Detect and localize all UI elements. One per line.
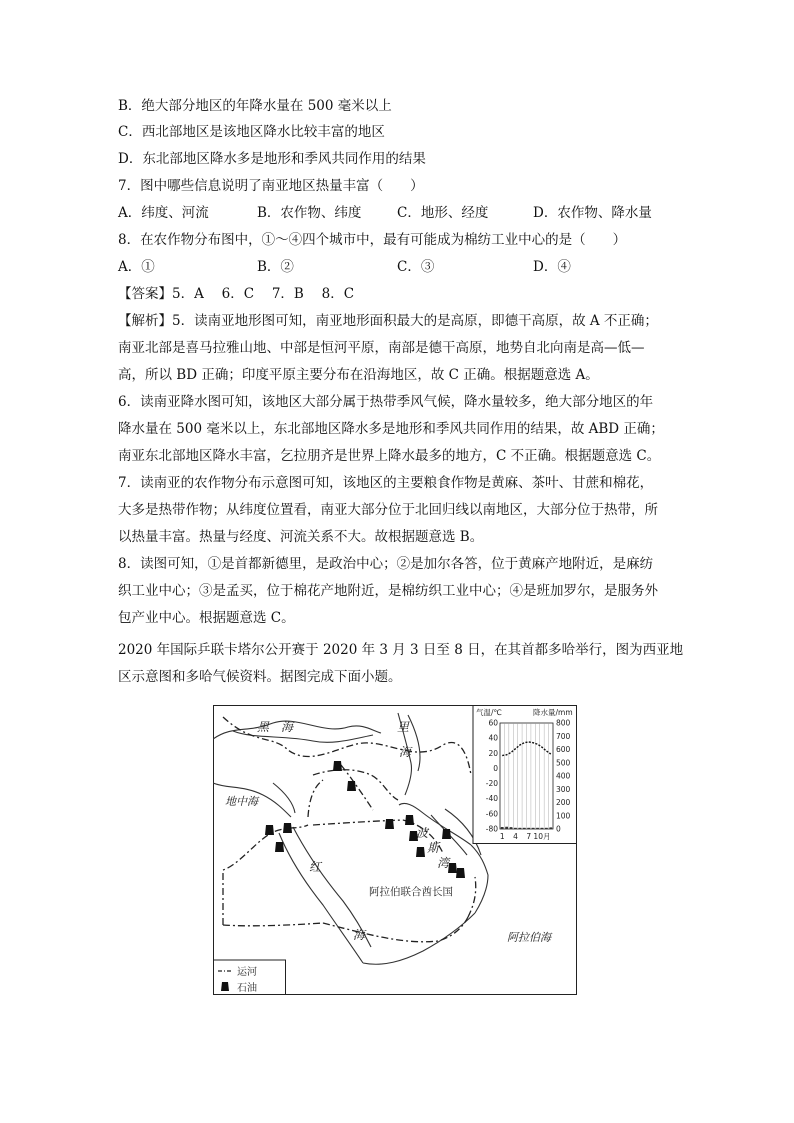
- precip-axis-label: 降水量/mm: [533, 708, 573, 717]
- temp-tick-label: 60: [488, 718, 498, 728]
- mediterranean-label: 地中海: [225, 795, 258, 808]
- legend-oil-label: 石油: [237, 983, 257, 994]
- option-7a: A．纬度、河流: [118, 205, 209, 221]
- oil-icon: [221, 982, 229, 991]
- arabian-sea-label: 阿拉伯海: [507, 931, 551, 944]
- analysis-line: 降水量在 500 毫米以上，东北部地区降水多是地形和季风共同作用的结果，故 ABD 正确；: [118, 421, 664, 437]
- oil-icon: [275, 842, 284, 852]
- legend: [214, 960, 286, 995]
- precip-tick-label: 100: [556, 811, 571, 821]
- red-sea-label-2: 海: [353, 928, 366, 942]
- precip-bar: [518, 828, 521, 829]
- analysis-line: 【解析】5．读南亚地形图可知，南亚地形面积最大的是高原，即德干高原，故 A 不正确；: [118, 313, 658, 329]
- red-sea-label-1: 红: [309, 860, 322, 874]
- analysis-line: 南亚东北部地区降水丰富，乞拉朋齐是世界上降水最多的地方，C 不正确。根据题意选 C。: [118, 448, 661, 464]
- temp-axis-label: 气温/℃: [476, 708, 502, 717]
- precip-bar: [527, 828, 530, 829]
- precip-bar: [501, 827, 504, 829]
- option-8c: C．③: [397, 259, 435, 275]
- precip-tick-label: 0: [556, 824, 561, 834]
- month-tick-label: 7: [526, 832, 532, 841]
- analysis-line: 6．读南亚降水图可知，该地区大部分属于热带季风气候，降水量较多，绝大部分地区的年: [118, 394, 654, 410]
- option-6c: C．西北部地区是该地区降水比较丰富的地区: [118, 124, 385, 140]
- temp-tick-label: -40: [485, 794, 498, 804]
- precip-bar: [523, 828, 526, 829]
- analysis-line: 8．读图可知，①是首都新德里，是政治中心；②是加尔各答，位于黄麻产地附近，是麻纺: [118, 556, 654, 572]
- precip-tick-label: 800: [556, 718, 571, 728]
- oil-icon: [456, 868, 465, 878]
- precip-tick-label: 300: [556, 784, 571, 794]
- precip-bar: [549, 827, 552, 829]
- uae-label: 阿拉伯联合酋长国: [369, 886, 453, 898]
- intro-line: 区示意图和多哈气候资料。据图完成下面小题。: [118, 669, 402, 685]
- precip-bar: [510, 827, 513, 829]
- analysis-line: 7．读南亚的农作物分布示意图可知，该地区的主要粮食作物是黄麻、茶叶、甘蔗和棉花，: [118, 475, 654, 491]
- oil-icon: [347, 781, 356, 791]
- oil-icon: [333, 761, 342, 771]
- oil-icon: [385, 819, 394, 829]
- precip-bar: [505, 827, 508, 829]
- west-asia-map-figure: [213, 705, 577, 995]
- option-8b: B．②: [257, 259, 294, 275]
- precip-bar: [541, 828, 544, 829]
- option-6b: B．绝大部分地区的年降水量在 500 毫米以上: [118, 98, 392, 114]
- precip-tick-label: 700: [556, 731, 571, 741]
- oil-icon: [416, 847, 425, 857]
- option-6d: D．东北部地区降水多是地形和季风共同作用的结果: [118, 151, 426, 167]
- climate-chart: [473, 706, 577, 844]
- precip-tick-label: 500: [556, 758, 571, 768]
- oil-icon: [448, 863, 457, 873]
- month-tick-label: 10月: [533, 832, 551, 841]
- option-7c: C．地形、经度: [397, 205, 489, 221]
- caspian-label-2: 海: [399, 745, 412, 759]
- option-7b: B．农作物、纬度: [257, 205, 362, 221]
- persian-gulf-label-2: 斯: [427, 841, 440, 855]
- precip-bar: [532, 828, 535, 829]
- legend-canal-label: 运河: [237, 967, 257, 978]
- oil-icon: [405, 815, 414, 825]
- analysis-line: 织工业中心；③是孟买，位于棉花产地附近，是棉纺织工业中心；④是班加罗尔，是服务外: [118, 583, 658, 599]
- oil-icon: [283, 823, 292, 833]
- intro-line: 2020 年国际乒联卡塔尔公开赛于 2020 年 3 月 3 日至 8 日，在其首都多哈举行，图为西亚地: [118, 642, 684, 658]
- black-sea-label: 黑 海: [257, 720, 294, 734]
- analysis-line: 高，所以 BD 正确；印度平原主要分布在沿海地区，故 C 正确。根据题意选 A。: [118, 367, 599, 383]
- precip-bar: [536, 828, 539, 829]
- precip-ticks: [556, 719, 571, 834]
- precip-tick-label: 400: [556, 771, 571, 781]
- temp-tick-label: 40: [488, 733, 498, 743]
- option-7d: D．农作物、降水量: [533, 205, 652, 221]
- temp-tick-label: 20: [488, 748, 498, 758]
- month-tick-label: 4: [513, 832, 518, 841]
- temp-tick-label: -20: [485, 779, 498, 789]
- oil-icon: [265, 825, 274, 835]
- analysis-line: 以热量丰富。热量与经度、河流关系不大。故根据题意选 B。: [118, 529, 484, 545]
- precip-bar: [545, 828, 548, 829]
- temp-tick-label: -80: [485, 824, 498, 834]
- precip-bar: [514, 828, 517, 829]
- option-8a: A．①: [118, 259, 155, 275]
- question-8-stem: 8．在农作物分布图中，①～④四个城市中，最有可能成为棉纺工业中心的是（ ）: [118, 232, 627, 248]
- oil-icon: [442, 829, 451, 839]
- month-tick-label: 1: [499, 832, 505, 841]
- question-7-stem: 7．图中哪些信息说明了南亚地区热量丰富（ ）: [118, 178, 424, 194]
- analysis-line: 南亚北部是喜马拉雅山地、中部是恒河平原，南部是德干高原，地势自北向南是高—低—: [118, 340, 645, 356]
- analysis-line: 包产业中心。根据题意选 C。: [118, 610, 295, 626]
- answer-line: 【答案】5．A 6．C 7．B 8．C: [118, 286, 355, 302]
- persian-gulf-label-1: 波: [416, 826, 429, 840]
- temp-tick-label: -60: [485, 809, 498, 819]
- analysis-line: 大多是热带作物；从纬度位置看，南亚大部分位于北回归线以南地区，大部分位于热带，所: [118, 502, 658, 518]
- temp-tick-label: 0: [493, 763, 498, 773]
- option-8d: D．④: [533, 259, 571, 275]
- caspian-label-1: 里: [397, 720, 410, 734]
- precip-tick-label: 200: [556, 798, 571, 807]
- persian-gulf-label-3: 湾: [437, 856, 450, 870]
- precip-tick-label: 600: [556, 745, 571, 754]
